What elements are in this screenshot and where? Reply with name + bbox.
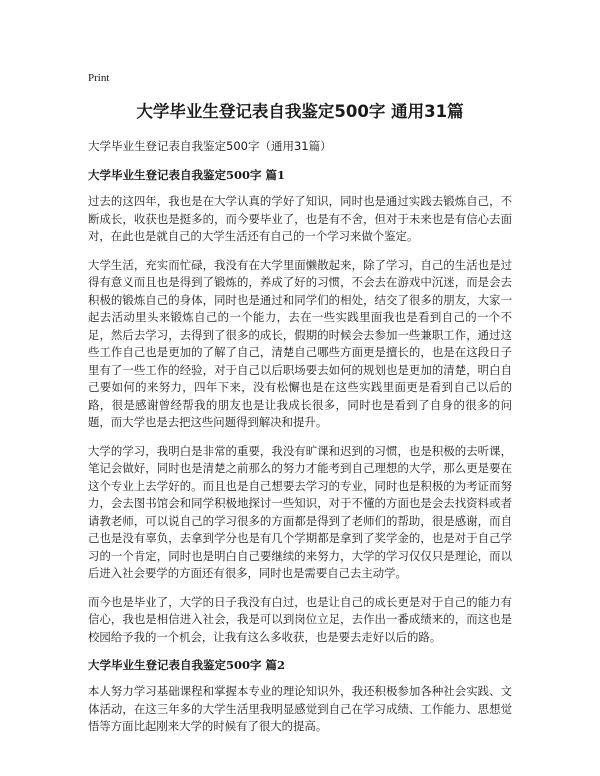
paragraph: 大学的学习，我明白是非常的重要，我没有旷课和迟到的习惯，也是积极的去听课，笔记会做好，同时也是清楚之前那么的努力才能考到自己理想的大学，那么更是要在这个专业上去学好的。而且也是自己想要去学习的专业，同时也是积极的为考证而努力，会去图书馆会和同学积极地探讨一些知识，对于不懂的方面也是会去找资料或者请教老师，可以说自己的学习很多的方面都是得到了老师们的帮助，很是感谢，而自己也是没有辜负，去拿到学分也是有几个学期都是拿到了奖学金的，也是对于自己学习的一个肯定，同时也是明白自己要继续的来努力，大学的学习仅仅只是理论，而以后进入社会要学的方面还有很多，同时也是需要自己去主动学。 <box>88 443 512 580</box>
page-title: 大学毕业生登记表自我鉴定500字 通用31篇 <box>136 102 464 121</box>
section-heading: 大学毕业生登记表自我鉴定500字 篇1 <box>88 168 286 182</box>
paragraph: 过去的这四年，我也是在大学认真的学好了知识，同时也是通过实践去锻炼自己，不断成长，收获也是挺多的，而今要毕业了，也是有不舍，但对于未来也是有信心去面对，在此也是就自己的大学生活还有自己的一个学习来做个鉴定。 <box>88 194 512 243</box>
paragraph: 而今也是毕业了，大学的日子我没有白过，也是让自己的成长更是对于自己的能力有信心，我也是相信进入社会，我是可以到岗位立足，去作出一番成绩来的，而这也是校园给予我的一个机会，让我有这么多收获，也是要去走好以后的路。 <box>88 594 512 644</box>
paragraph: 本人努力学习基础课程和掌握本专业的理论知识外，我还积极参加各种社会实践、文体活动，在这三年多的大学生活里我明显感觉到自己在学习成绩、工作能力、思想觉悟等方面比起刚来大学的时候有了很大的提高。 <box>88 684 512 733</box>
section-heading: 大学毕业生登记表自我鉴定500字 篇2 <box>88 658 286 672</box>
section-1 <box>88 167 512 646</box>
print-label: Print <box>88 72 110 84</box>
section-2 <box>88 657 512 736</box>
document-subtitle: 大学毕业生登记表自我鉴定500字（通用31篇） <box>88 139 332 153</box>
paragraph: 大学生活，充实而忙碌，我没有在大学里面懒散起来，除了学习，自己的生活也是过得有意义而且也是得到了锻炼的，养成了好的习惯，不会去在游戏中沉迷，而是会去积极的锻炼自己的身体，同时也是通过和同学们的相处，结交了很多的朋友，大家一起去活动里头来锻炼自己的一个能力，去在一些实践里面我也是看到自己的一个不足，然后去学习，去得到了很多的成长，假期的时候会去参加一些兼职工作，通过这些工作自己也是更加的了解了自己，清楚自己哪些方面更是擅长的，也是在这段日子里有了一些工作的经验，对于自己以后职场要去如何的规划也是更加的清楚，明白自己要如何的来努力，四年下来，没有松懈也是在这些实践里面更是看到自己以后的路，很是感谢曾经帮我的朋友也是让我成长很多，同时也是看到了自身的很多的问题，而大学也是去把这些问题得到解决和提升。 <box>88 257 512 429</box>
